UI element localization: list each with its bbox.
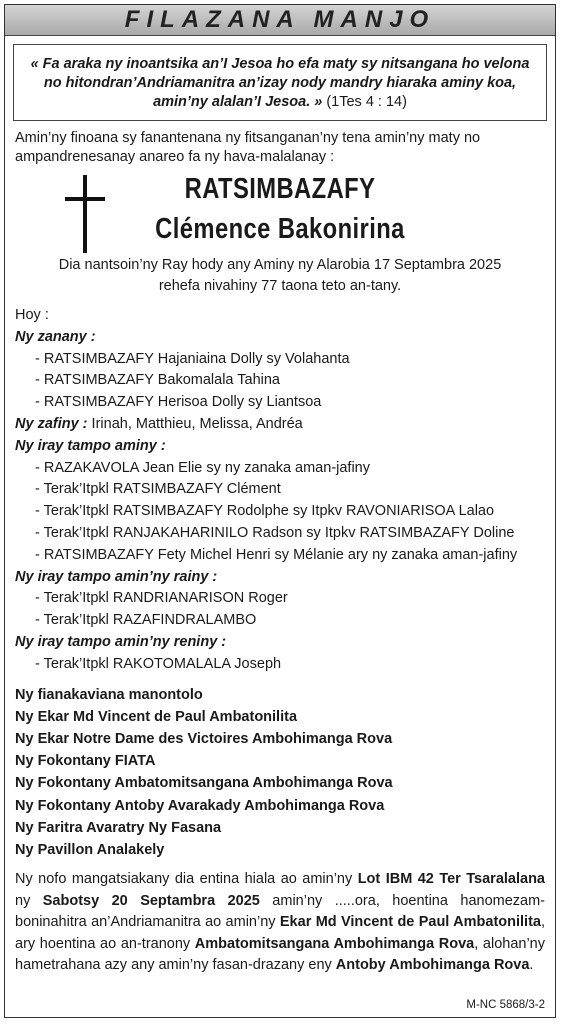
death-line-2: rehefa nivahiny 77 taona teto an-tany. [158,278,402,294]
deceased-surname: RATSIMBAZAFY [184,173,376,205]
father-siblings-heading: Ny iray tampo amin’ny rainy : [15,568,218,585]
notice-title: FILAZANA MANJO [124,6,436,33]
grandchildren-heading: Ny zafiny : [15,415,88,432]
burial-tomb: Antoby Ambohimanga Rova [335,957,530,974]
burial-details [15,869,545,977]
organization-item: Ny Ekar Md Vincent de Paul Ambatonilita [15,708,298,725]
burial-date: Sabotsy 20 Septambra 2025 [42,892,260,909]
reference-code: M-NC 5868/3-2 [466,999,545,1011]
list-item: - Terak’Itpkl RAKOTOMALALA Joseph [35,655,282,672]
mother-siblings-heading: Ny iray tampo amin’ny reniny : [15,633,227,650]
organizations-list [15,684,545,862]
grandchildren-names: Irinah, Matthieu, Melissa, Andréa [91,415,303,432]
list-item: - RATSIMBAZAFY Hajaniaina Dolly sy Volahanta [35,350,350,367]
burial-home: Ambatomitsangana Ambohimanga Rova [194,935,475,952]
grandchildren-line [15,414,545,436]
family-list [15,305,545,676]
death-details [5,255,555,297]
list-item: - Terak’Itpkl RATSIMBAZAFY Clément [35,481,281,498]
children-heading: Ny zanany : [15,328,96,345]
family-intro: Hoy : [15,307,49,323]
deceased-given-names: Clémence Bakonirina [155,213,405,245]
burial-text: . [529,957,534,974]
death-line-1: Dia nantsoin’ny Ray hody any Aminy ny Alarobia 17 Septambra 2025 [58,257,502,273]
organization-item: Ny Pavillon Analakely [15,841,165,858]
list-item: - Terak’Itpkl RANDRIANARISON Roger [35,590,288,607]
organization-item: Ny fianakaviana manontolo [15,686,203,703]
burial-text: ny [15,892,43,909]
list-item: - RATSIMBAZAFY Bakomalala Tahina [35,372,280,389]
list-item: - Terak’Itpkl RATSIMBAZAFY Rodolphe sy Itpkv RAVONIARISOA Lalao [35,503,495,520]
organization-item: Ny Faritra Avaratry Ny Fasana [15,819,222,836]
list-item: - Terak’Itpkl RAZAFINDRALAMBO [35,612,257,629]
organization-item: Ny Fokontany Antoby Avarakady Ambohimanga Rova [15,797,385,814]
burial-address: Lot IBM 42 Ter Tsaralalana [357,871,545,888]
deceased-block [5,171,555,253]
organization-item: Ny Ekar Notre Dame des Victoires Ambohimanga Rova [15,730,393,747]
scripture-quote [13,44,547,121]
quote-text: « Fa araka ny inoantsika an’I Jesoa ho efa maty sy nitsangana ho velona no hitondran’Andriamanitra an’izay nody mandry hiaraka aminy koa, amin’ny alalan’I Jesoa. » [30,56,530,110]
list-item: - RATSIMBAZAFY Herisoa Dolly sy Liantsoa [35,394,322,411]
siblings-heading: Ny iray tampo aminy : [15,437,166,454]
announcement-intro: Amin’ny finoana sy fanantenana ny fitsanganan’ny tena amin’ny maty no ampandrenesanay anareo fa ny hava-malalanay : [15,130,481,165]
list-item: - RAZAKAVOLA Jean Elie sy ny zanaka aman-jafiny [35,459,370,476]
notice-header [5,5,555,36]
organization-item: Ny Fokontany Ambatomitsangana Ambohimanga Rova [15,775,393,792]
burial-text: , ary hoentina ao an-tranony [15,914,545,952]
burial-text: amin’ny .....ora, hoentina hanomezam-boninahitra an’Andriamanitra ao amin’ny [15,892,546,931]
list-item: - Terak’Itpkl RANJAKAHARINILO Radson sy Itpkv RATSIMBAZAFY Doline [35,524,515,541]
organization-item: Ny Fokontany FIATA [15,753,156,770]
list-item: - RATSIMBAZAFY Fety Michel Henri sy Mélanie ary ny zanaka aman-jafiny [35,546,518,563]
obituary-notice [4,4,556,1018]
burial-text: , alohan’ny hametrahana azy any amin’ny fasan-drazany eny [15,935,545,974]
burial-text: Ny nofo mangatsiakany dia entina hiala ao amin’ny [15,871,358,888]
burial-church: Ekar Md Vincent de Paul Ambatonilita [279,914,541,931]
quote-reference: (1Tes 4 : 14) [326,94,407,110]
